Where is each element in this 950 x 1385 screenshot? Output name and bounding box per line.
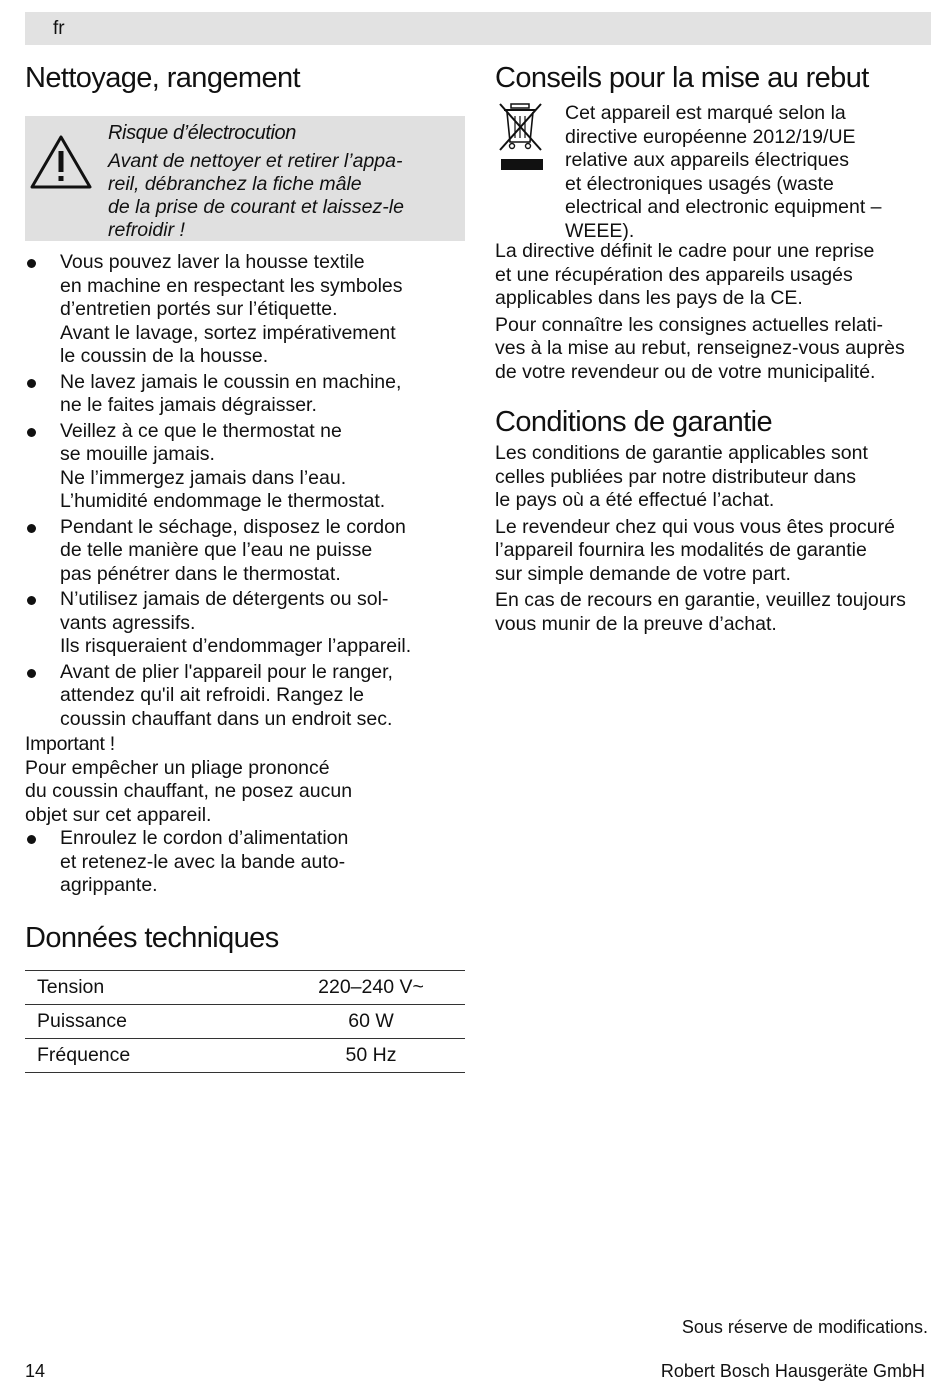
- list-item: Pendant le séchage, disposez le cordon de telle manière que l’eau ne puisse pas pénétrer dans le thermostat.: [25, 516, 465, 587]
- tech-data-title: Données techniques: [25, 921, 279, 954]
- disposal-text: [495, 240, 935, 384]
- footer-note: Sous réserve de modifications.: [681, 1317, 928, 1337]
- list-item: Enroulez le cordon d’alimentation et retenez-le avec la bande auto- agrippante.: [25, 827, 465, 898]
- directive-paragraph: La directive définit le cadre pour une reprise et une récupération des appareils usagés applicables dans les pays de la CE.: [495, 240, 875, 309]
- table-cell-value: 60 W: [277, 1004, 465, 1038]
- crossed-bin-icon: [497, 102, 547, 172]
- instruction-list: [25, 251, 465, 731]
- table-row: [25, 1004, 465, 1038]
- retailer-paragraph: Le revendeur chez qui vous vous êtes procuré l’appareil fournira les modalités de garantie sur simple demande de votre part.: [495, 515, 895, 585]
- table-cell-key: Fréquence: [25, 1038, 277, 1072]
- weee-section: [495, 102, 935, 242]
- proof-of-purchase-paragraph: En cas de recours en garantie, veuillez toujours vous munir de la preuve d’achat.: [495, 589, 906, 635]
- language-code: fr: [53, 18, 65, 39]
- left-column: [25, 60, 465, 1073]
- important-text: Pour empêcher un pliage prononcé du coussin chauffant, ne posez aucun objet sur cet appareil.: [25, 756, 353, 826]
- right-column: [495, 60, 935, 639]
- list-item: Veillez à ce que le thermostat ne se mouille jamais. Ne l’immergez jamais dans l’eau. L’humidité endommage le thermostat.: [25, 420, 465, 514]
- list-item: Vous pouvez laver la housse textile en machine en respectant les symboles d’entretien portés sur l’étiquette. Avant le lavage, sortez impérativement le coussin de la housse.: [25, 251, 465, 369]
- important-heading: Important !: [25, 733, 115, 755]
- list-item: Ne lavez jamais le coussin en machine, ne le faites jamais dégraisser.: [25, 371, 465, 418]
- disposal-advice-paragraph: Pour connaître les consignes actuelles relati- ves à la mise au rebut, renseignez-vous auprès de votre revendeur ou de votre municipalité.: [495, 313, 905, 383]
- cleaning-title: Nettoyage, rangement: [25, 62, 300, 94]
- language-bar: [25, 12, 931, 45]
- table-row: [25, 970, 465, 1004]
- weee-text: Cet appareil est marqué selon la directive européenne 2012/19/UE relative aux appareils électriques et électroniques usagés (waste electrical and electronic equipment – WEEE).: [565, 102, 882, 242]
- warranty-title: Conditions de garantie: [495, 406, 772, 438]
- table-row: [25, 1038, 465, 1072]
- warning-text: Avant de nettoyer et retirer l’appa- reil, débranchez la fiche mâle de la prise de courant et laissez-le refroidir !: [108, 150, 404, 241]
- storage-list: [25, 827, 465, 898]
- table-cell-key: Puissance: [25, 1004, 277, 1038]
- cleaning-instructions: [25, 251, 465, 898]
- company-name: Robert Bosch Hausgeräte GmbH: [660, 1361, 925, 1381]
- warning-title: Risque d’électrocution: [108, 122, 296, 144]
- tech-data-table: [25, 970, 465, 1073]
- page-number: 14: [25, 1361, 46, 1381]
- list-item: N’utilisez jamais de détergents ou sol- vants agressifs. Ils risqueraient d’endommager l’appareil.: [25, 588, 465, 659]
- electrocution-warning-box: [25, 116, 465, 241]
- table-cell-key: Tension: [25, 970, 277, 1004]
- warranty-paragraph: Les conditions de garantie applicables sont celles publiées par notre distributeur dans le pays où a été effectué l’achat.: [495, 442, 868, 511]
- warranty-text: [495, 442, 935, 636]
- table-cell-value: 50 Hz: [277, 1038, 465, 1072]
- table-cell-value: 220–240 V~: [277, 970, 465, 1004]
- disposal-title: Conseils pour la mise au rebut: [495, 62, 869, 94]
- warning-triangle-icon: [29, 134, 93, 190]
- list-item: Avant de plier l'appareil pour le ranger, attendez qu'il ait refroidi. Rangez le coussin chauffant dans un endroit sec.: [25, 661, 465, 732]
